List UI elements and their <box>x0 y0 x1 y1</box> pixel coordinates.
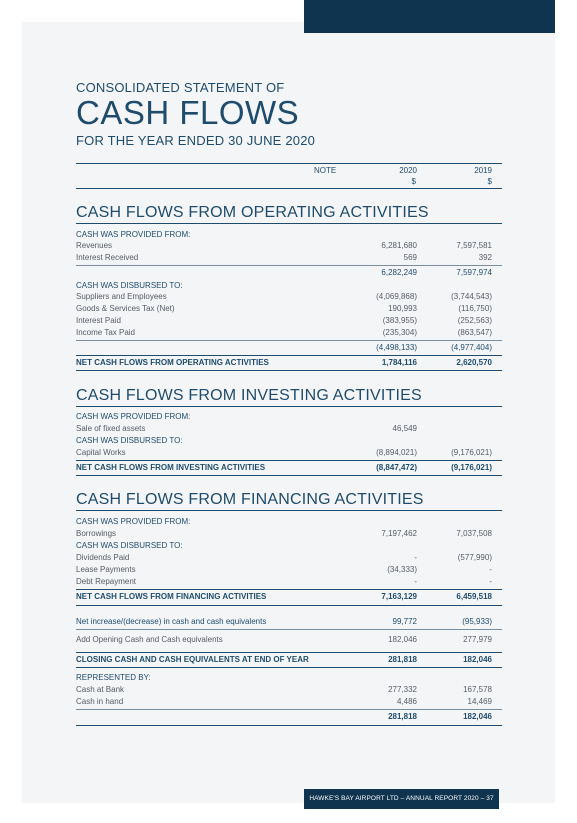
divider <box>76 667 502 668</box>
table-row: Goods & Services Tax (Net) 190,993 (116,750) <box>76 304 492 313</box>
title-prefix: CONSOLIDATED STATEMENT OF <box>76 80 285 95</box>
divider <box>76 370 502 371</box>
divider <box>76 475 502 476</box>
financing-provided-label: CASH WAS PROVIDED FROM: <box>76 517 191 526</box>
represented-total: 281,818 182,046 <box>388 712 492 721</box>
table-row: Borrowings 7,197,462 7,037,508 <box>76 529 492 538</box>
divider <box>76 265 502 266</box>
page-title: CASH FLOWS <box>76 94 300 131</box>
divider <box>76 340 502 341</box>
divider <box>76 460 502 461</box>
investing-disbursed-label: CASH WAS DISBURSED TO: <box>76 436 183 445</box>
title-subtitle: FOR THE YEAR ENDED 30 JUNE 2020 <box>76 133 316 148</box>
header-tab <box>304 0 555 33</box>
divider <box>76 605 502 606</box>
financing-net-row: NET CASH FLOWS FROM FINANCING ACTIVITIES 7,163,129 6,459,518 <box>76 592 492 601</box>
table-row: Capital Works (8,894,021) (9,176,021) <box>76 448 492 457</box>
table-row: Sale of fixed assets 46,549 <box>76 424 417 433</box>
table-row: Cash in hand 4,486 14,469 <box>76 697 492 706</box>
operating-heading: CASH FLOWS FROM OPERATING ACTIVITIES <box>76 204 502 224</box>
investing-heading: CASH FLOWS FROM INVESTING ACTIVITIES <box>76 387 502 407</box>
table-row: Dividends Paid - (577,990) <box>76 553 492 562</box>
table-row: Suppliers and Employees (4,069,868) (3,744,543) <box>76 292 492 301</box>
investing-provided-label: CASH WAS PROVIDED FROM: <box>76 412 191 421</box>
currency-2019: $ <box>487 177 492 186</box>
operating-provided-label: CASH WAS PROVIDED FROM: <box>76 230 191 239</box>
divider <box>76 629 502 630</box>
table-row: Interest Received 569 392 <box>76 253 492 262</box>
divider <box>76 709 502 710</box>
investing-net-row: NET CASH FLOWS FROM INVESTING ACTIVITIES (8,847,472) (9,176,021) <box>76 463 492 472</box>
divider <box>76 652 502 653</box>
footer-page-label: HAWKE'S BAY AIRPORT LTD – ANNUAL REPORT 2020 – 37 <box>304 789 499 809</box>
operating-net-row: NET CASH FLOWS FROM OPERATING ACTIVITIES 1,784,116 2,620,570 <box>76 358 492 367</box>
col-2020: 2020 <box>399 166 417 175</box>
table-row: Interest Paid (383,955) (252,563) <box>76 316 492 325</box>
table-row: Debt Repayment - - <box>76 577 492 586</box>
currency-2020: $ <box>411 177 416 186</box>
table-row: Lease Payments (34,333) - <box>76 565 492 574</box>
operating-disbursed-total: (4,498,133) (4,977,404) <box>376 343 492 352</box>
financing-disbursed-label: CASH WAS DISBURSED TO: <box>76 541 183 550</box>
col-2019: 2019 <box>474 166 492 175</box>
divider <box>76 725 502 726</box>
operating-provided-total: 6,282,249 7,597,974 <box>381 268 492 277</box>
opening-cash-row: Add Opening Cash and Cash equivalents 182,046 277,979 <box>76 635 492 644</box>
table-row: Cash at Bank 277,332 167,578 <box>76 685 492 694</box>
table-row: Income Tax Paid (235,304) (863,547) <box>76 328 492 337</box>
table-row: Revenues 6,281,680 7,597,581 <box>76 241 492 250</box>
col-note: NOTE <box>314 166 337 175</box>
net-increase-row: Net increase/(decrease) in cash and cash equivalents 99,772 (95,933) <box>76 617 492 626</box>
financing-heading: CASH FLOWS FROM FINANCING ACTIVITIES <box>76 491 502 511</box>
operating-disbursed-label: CASH WAS DISBURSED TO: <box>76 281 183 290</box>
column-header <box>76 163 502 189</box>
represented-label: REPRESENTED BY: <box>76 673 151 682</box>
divider <box>76 355 502 356</box>
closing-cash-row: CLOSING CASH AND CASH EQUIVALENTS AT END OF YEAR 281,818 182,046 <box>76 655 492 664</box>
divider <box>76 589 502 590</box>
